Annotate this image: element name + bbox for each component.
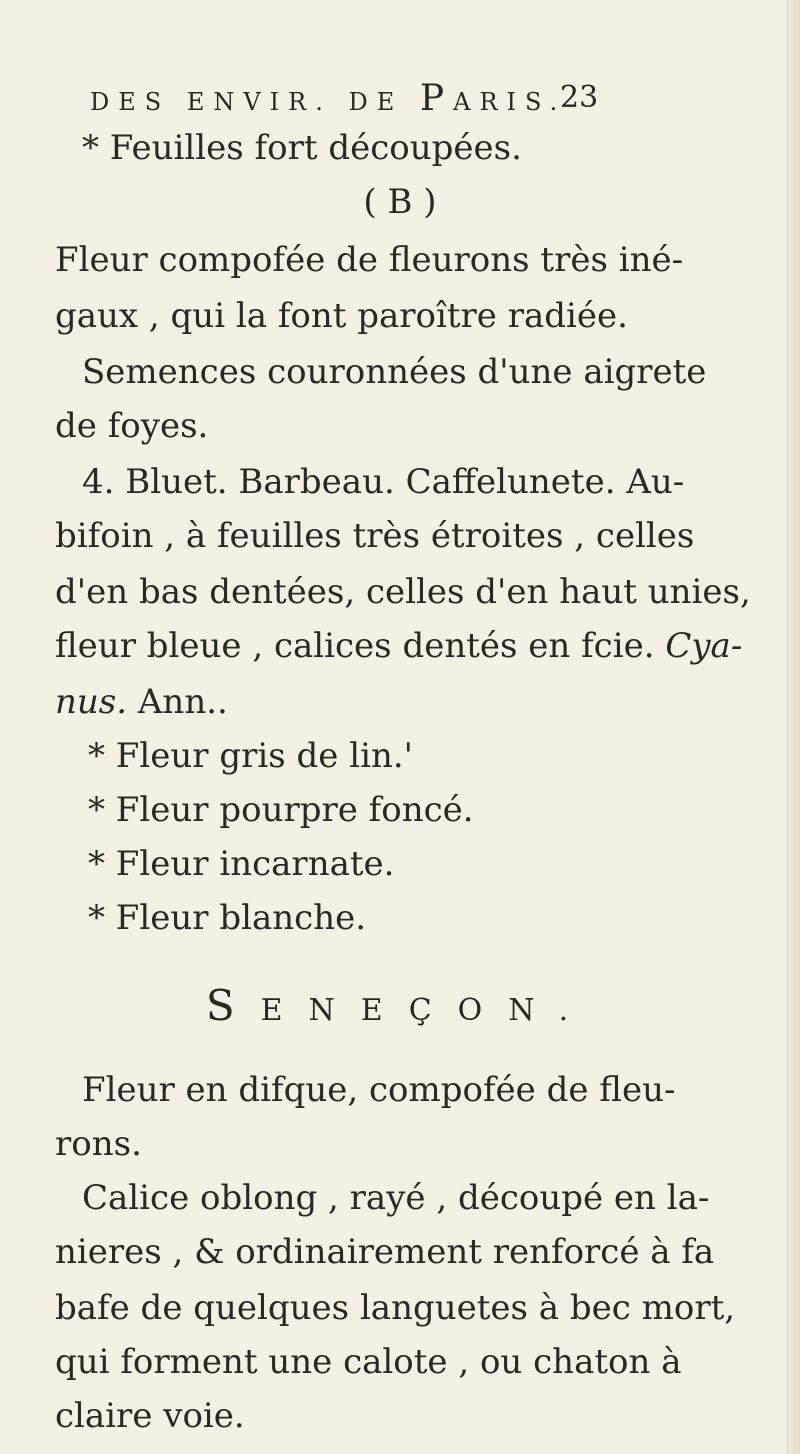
text-line: bifoin , à feuilles très étroites , celles (55, 516, 695, 556)
running-head (90, 78, 630, 128)
italic-word: nus. (55, 682, 128, 722)
text-line: qui forment une calote , ou chaton à (55, 1342, 682, 1382)
running-head-initial: P (419, 78, 454, 119)
text-line: * Fleur blanche. (88, 898, 367, 938)
text-line: claire voie. (55, 1396, 245, 1436)
text-line: * Fleur incarnate. (88, 844, 395, 884)
text-line: bafe de quelques languetes à bec mort, (55, 1288, 736, 1328)
section-title-initial: S (205, 981, 261, 1030)
text-line (55, 624, 743, 668)
text-line: gaux , qui la font paroître radiée. (55, 296, 628, 336)
section-title (0, 976, 800, 1036)
page-edge (787, 0, 800, 1454)
text-line: ( B ) (363, 182, 437, 222)
text-span: fleur bleue , calices dentés en fcie. (55, 626, 655, 666)
section-title-rest: ENEÇON. (260, 993, 595, 1028)
running-head-prefix: DES ENVIR. DE (90, 88, 420, 116)
text-span: Ann.. (137, 682, 228, 722)
text-line: nieres , & ordinairement renforcé à fa (55, 1232, 715, 1272)
text-line: * Feuilles fort découpées. (82, 128, 522, 168)
text-line: Fleur en difque, compofée de fleu- (82, 1070, 676, 1110)
page-number: 23 (560, 80, 599, 115)
italic-word: Cya- (665, 626, 743, 666)
text-line: 4. Bluet. Barbeau. Caffelunete. Au- (82, 462, 685, 502)
text-line: Fleur compofée de fleurons très iné- (55, 240, 684, 280)
running-head-suffix: ARIS. (453, 88, 567, 116)
text-line: de foyes. (55, 406, 209, 446)
text-line: Semences couronnées d'une aigrete (82, 352, 707, 392)
text-line: Calice oblong , rayé , découpé en la- (82, 1178, 710, 1218)
text-line: d'en bas dentées, celles d'en haut unies, (55, 572, 751, 612)
text-line: * Fleur gris de lin.' (88, 736, 413, 776)
text-line: rons. (55, 1124, 142, 1164)
text-line: * Fleur pourpre foncé. (88, 790, 474, 830)
text-line (55, 680, 615, 724)
